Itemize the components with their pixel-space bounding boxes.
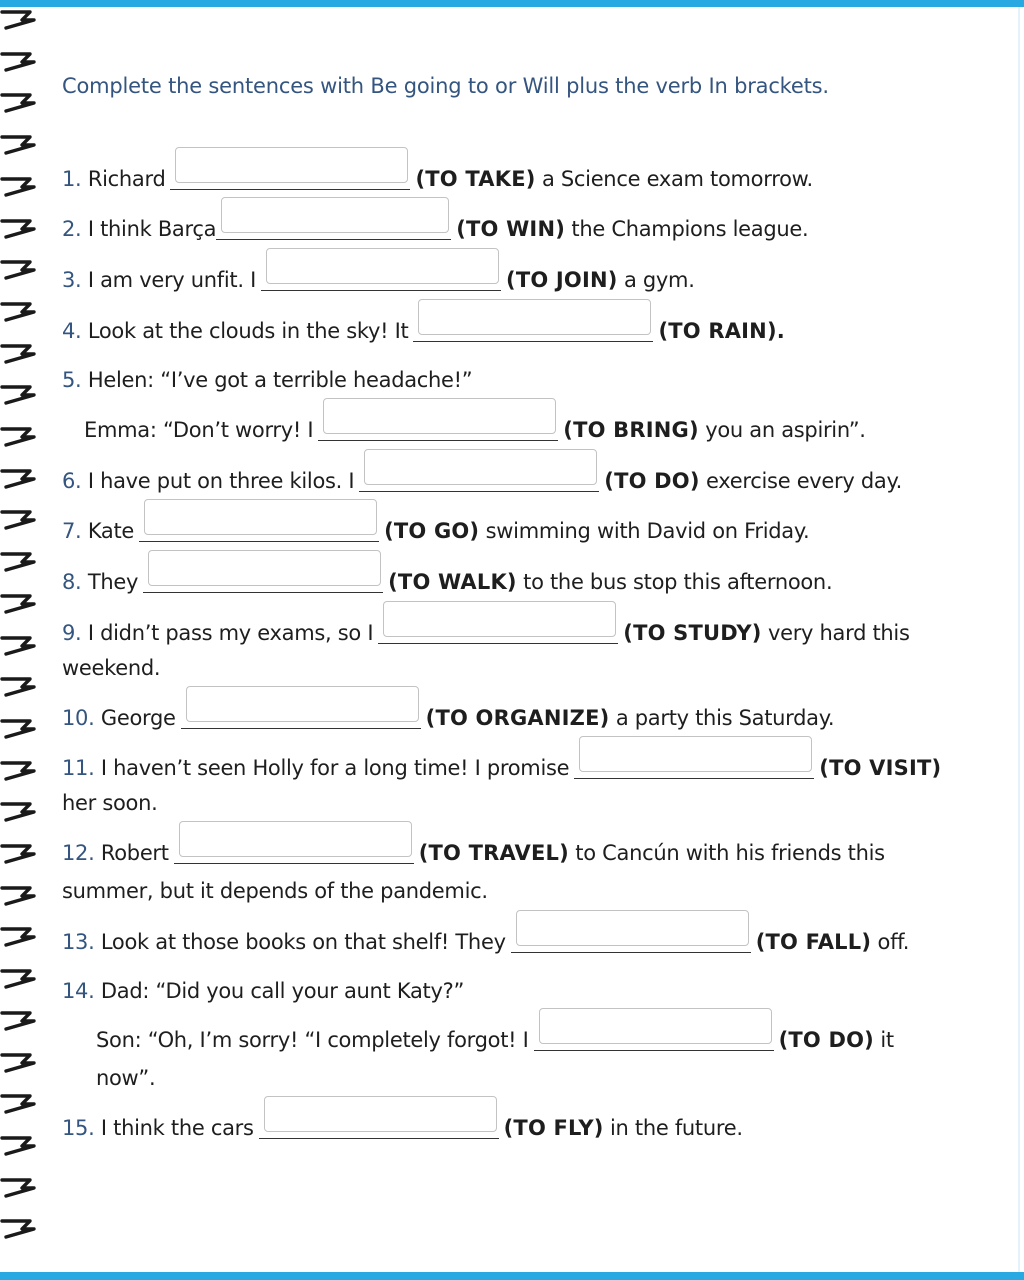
spiral-coil	[0, 842, 38, 866]
spiral-coil	[0, 508, 38, 532]
answer-2-input[interactable]	[221, 197, 449, 233]
answer-14-input[interactable]	[539, 1008, 772, 1044]
answer-2-blank[interactable]	[216, 209, 451, 240]
spiral-coil	[0, 175, 38, 199]
instructions: Complete the sentences with Be going to or Will plus the verb In brackets.	[62, 74, 829, 98]
answer-15-blank[interactable]	[259, 1108, 499, 1139]
spiral-coil	[0, 467, 38, 491]
sentence-13: 13. Look at those books on that shelf! They (TO FALL) off.	[62, 926, 962, 958]
answer-4-input[interactable]	[418, 299, 651, 335]
top-border	[0, 0, 1024, 7]
answer-5-blank[interactable]	[318, 410, 558, 441]
spiral-coil	[0, 1092, 38, 1116]
spiral-coil	[0, 1009, 38, 1033]
answer-9-input[interactable]	[383, 601, 616, 637]
answer-11-input[interactable]	[579, 736, 812, 772]
spiral-coil	[0, 217, 38, 241]
answer-12-blank[interactable]	[174, 833, 414, 864]
sentence-11-continuation: her soon.	[62, 791, 158, 815]
answer-9-blank[interactable]	[378, 613, 618, 644]
spiral-coil	[0, 1051, 38, 1075]
sentence-4: 4. Look at the clouds in the sky! It (TO RAIN).	[62, 315, 962, 347]
answer-7-input[interactable]	[144, 499, 377, 535]
answer-4-blank[interactable]	[413, 311, 653, 342]
spiral-coil	[0, 592, 38, 616]
verb-prompt: (TO TAKE)	[415, 167, 536, 191]
answer-8-input[interactable]	[148, 550, 381, 586]
sentence-5-reply: Emma: “Don’t worry! I (TO BRING) you an aspirin”.	[84, 414, 984, 446]
spiral-coil	[0, 300, 38, 324]
spiral-coil	[0, 759, 38, 783]
sentence-9-continuation: weekend.	[62, 656, 161, 680]
sentence-12: 12. Robert (TO TRAVEL) to Cancún with his friends this	[62, 837, 962, 869]
spiral-coil	[0, 967, 38, 991]
answer-3-blank[interactable]	[261, 260, 501, 291]
sentence-3: 3. I am very unfit. I (TO JOIN) a gym.	[62, 264, 962, 296]
sentence-14-reply: Son: “Oh, I’m sorry! “I completely forgot! I (TO DO) it	[96, 1024, 996, 1056]
sentence-11: 11. I haven’t seen Holly for a long time! I promise (TO VISIT)	[62, 752, 962, 784]
spiral-coil	[0, 800, 38, 824]
answer-14-blank[interactable]	[534, 1020, 774, 1051]
answer-3-input[interactable]	[266, 248, 499, 284]
sentence-15: 15. I think the cars (TO FLY) in the future.	[62, 1112, 962, 1144]
answer-10-input[interactable]	[186, 686, 419, 722]
sentence-2: 2. I think Barça (TO WIN) the Champions league.	[62, 213, 962, 245]
spiral-coil	[0, 1134, 38, 1158]
sentence-6: 6. I have put on three kilos. I (TO DO) exercise every day.	[62, 465, 962, 497]
answer-8-blank[interactable]	[143, 562, 383, 593]
spiral-coil	[0, 1176, 38, 1200]
spiral-coil	[0, 8, 38, 32]
answer-13-input[interactable]	[516, 910, 749, 946]
answer-13-blank[interactable]	[511, 922, 751, 953]
spiral-coil	[0, 1217, 38, 1241]
answer-6-blank[interactable]	[359, 461, 599, 492]
sentence-7: 7. Kate (TO GO) swimming with David on Friday.	[62, 515, 962, 547]
spiral-coil	[0, 50, 38, 74]
spiral-coil	[0, 258, 38, 282]
sentence-5: 5. Helen: “I’ve got a terrible headache!”	[62, 368, 473, 392]
spiral-coil	[0, 342, 38, 366]
sentence-8: 8. They (TO WALK) to the bus stop this afternoon.	[62, 566, 962, 598]
answer-1-input[interactable]	[175, 147, 408, 183]
right-margin-line	[1018, 7, 1020, 1272]
answer-5-input[interactable]	[323, 398, 556, 434]
bottom-border	[0, 1272, 1024, 1280]
answer-11-blank[interactable]	[574, 748, 814, 779]
spiral-coil	[0, 634, 38, 658]
sentence-14-continuation: now”.	[96, 1066, 156, 1090]
sentence-10: 10. George (TO ORGANIZE) a party this Saturday.	[62, 702, 962, 734]
spiral-coil	[0, 675, 38, 699]
answer-6-input[interactable]	[364, 449, 597, 485]
sentence-1: 1. Richard (TO TAKE) a Science exam tomorrow.	[62, 163, 962, 195]
spiral-binding	[0, 8, 40, 1270]
spiral-coil	[0, 717, 38, 741]
answer-7-blank[interactable]	[139, 511, 379, 542]
sentence-9: 9. I didn’t pass my exams, so I (TO STUDY) very hard this	[62, 617, 962, 649]
spiral-coil	[0, 425, 38, 449]
sentence-12-continuation: summer, but it depends of the pandemic.	[62, 879, 488, 903]
answer-1-blank[interactable]	[170, 159, 410, 190]
answer-10-blank[interactable]	[181, 698, 421, 729]
spiral-coil	[0, 550, 38, 574]
answer-15-input[interactable]	[264, 1096, 497, 1132]
spiral-coil	[0, 91, 38, 115]
sentence-text: Richard	[87, 167, 166, 191]
spiral-coil	[0, 925, 38, 949]
sentence-14: 14. Dad: “Did you call your aunt Katy?”	[62, 979, 465, 1003]
spiral-coil	[0, 133, 38, 157]
answer-12-input[interactable]	[179, 821, 412, 857]
spiral-coil	[0, 884, 38, 908]
spiral-coil	[0, 383, 38, 407]
